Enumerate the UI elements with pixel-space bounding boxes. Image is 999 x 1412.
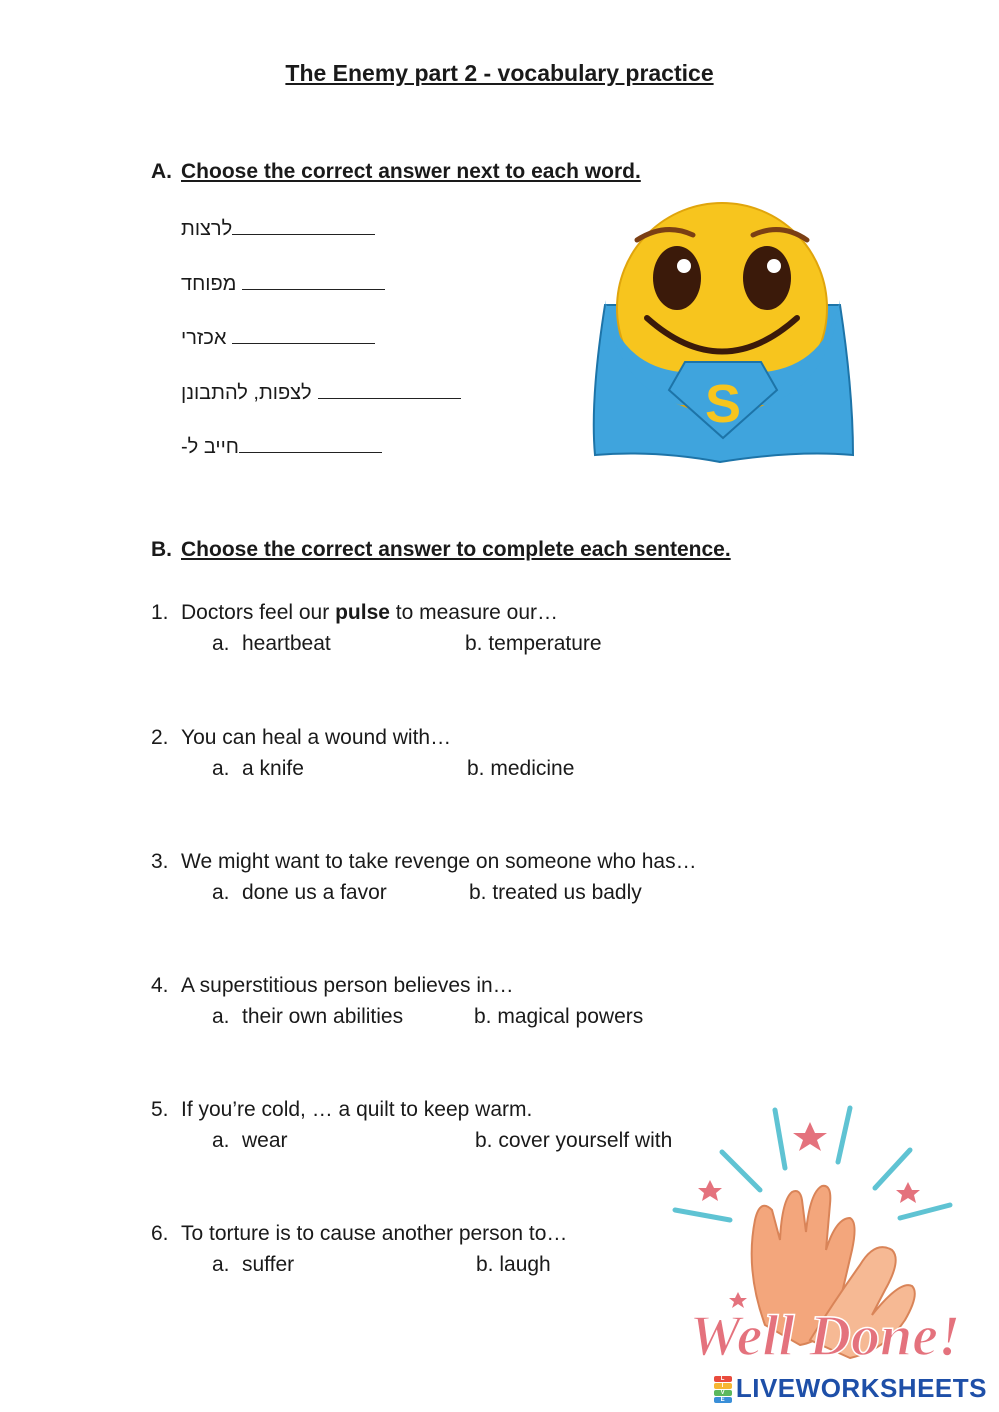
vocab-word: חייב ל- xyxy=(181,436,239,458)
option-label: a. xyxy=(212,1129,230,1152)
option-label: a. xyxy=(212,881,230,904)
vocab-word: לרצות xyxy=(181,218,233,240)
liveworksheets-logo-icon: L I V E xyxy=(714,1376,732,1402)
question-text: You can heal a wound with… xyxy=(181,726,452,749)
option-text: heartbeat xyxy=(242,632,331,655)
option-text: wear xyxy=(242,1129,288,1152)
clapping-hands-image xyxy=(660,1100,990,1370)
question-1 xyxy=(151,601,558,625)
question-4 xyxy=(151,974,514,998)
question-number: 6. xyxy=(151,1222,169,1245)
option-text: done us a favor xyxy=(242,881,387,904)
option-b[interactable]: b. medicine xyxy=(467,757,575,780)
answer-blank[interactable] xyxy=(232,325,375,344)
vocab-word: אכזרי xyxy=(181,327,227,349)
superhero-emoji-image xyxy=(585,200,860,468)
question-number: 1. xyxy=(151,601,169,624)
vocab-item xyxy=(181,380,461,405)
question-5 xyxy=(151,1098,532,1122)
liveworksheets-text: LIVEWORKSHEETS xyxy=(735,1373,987,1403)
question-text: To torture is to cause another person to… xyxy=(181,1222,568,1245)
option-label: a. xyxy=(212,757,230,780)
option-text: suffer xyxy=(242,1253,295,1276)
option-a[interactable] xyxy=(212,881,387,905)
option-text: a knife xyxy=(242,757,304,780)
vocab-item xyxy=(181,434,382,459)
vocab-word: לצפות, להתבונן xyxy=(181,382,312,404)
option-text: their own abilities xyxy=(242,1005,404,1028)
answer-blank[interactable] xyxy=(318,380,461,399)
answer-blank[interactable] xyxy=(232,216,375,235)
vocab-item xyxy=(181,271,385,296)
question-6 xyxy=(151,1222,567,1246)
section-b-heading xyxy=(151,538,731,562)
section-a-letter: A. xyxy=(151,160,172,183)
option-b[interactable]: b. temperature xyxy=(465,632,602,655)
question-number: 2. xyxy=(151,726,169,749)
question-text: Doctors feel our xyxy=(181,601,336,624)
well-done-text: Well Done! xyxy=(689,1303,961,1368)
question-3 xyxy=(151,850,697,874)
option-label: a. xyxy=(212,1005,230,1028)
section-a-instruction: Choose the correct answer next to each word. xyxy=(181,160,641,183)
question-text: A superstitious person believes in… xyxy=(181,974,514,997)
vocab-word: מפוחד xyxy=(181,273,237,295)
section-a-heading xyxy=(151,160,641,184)
answer-blank[interactable] xyxy=(239,434,382,453)
option-a[interactable] xyxy=(212,757,304,781)
option-b[interactable]: b. cover yourself with xyxy=(475,1129,673,1152)
emoji-emblem-letter: S xyxy=(704,374,742,434)
vocab-item xyxy=(181,216,375,241)
question-number: 4. xyxy=(151,974,169,997)
vocab-item xyxy=(181,325,375,350)
answer-blank[interactable] xyxy=(242,271,385,290)
option-b[interactable]: b. treated us badly xyxy=(469,881,642,904)
worksheet-title: The Enemy part 2 - vocabulary practice xyxy=(285,60,714,86)
liveworksheets-watermark xyxy=(714,1373,987,1404)
question-2 xyxy=(151,726,451,750)
question-text-end: to measure our… xyxy=(389,601,559,624)
option-label: a. xyxy=(212,1253,230,1276)
question-text: If you’re cold, … a quilt to keep warm. xyxy=(181,1098,533,1121)
option-a[interactable] xyxy=(212,1005,403,1029)
option-a[interactable] xyxy=(212,1253,294,1277)
option-b[interactable]: b. magical powers xyxy=(474,1005,644,1028)
option-a[interactable] xyxy=(212,632,331,656)
section-b-letter: B. xyxy=(151,538,172,561)
option-a[interactable] xyxy=(212,1129,288,1153)
question-number: 3. xyxy=(151,850,169,873)
question-keyword: pulse xyxy=(335,601,390,624)
option-b[interactable]: b. laugh xyxy=(476,1253,551,1276)
question-number: 5. xyxy=(151,1098,169,1121)
section-b-instruction: Choose the correct answer to complete each sentence. xyxy=(181,538,731,561)
option-label: a. xyxy=(212,632,230,655)
question-text: We might want to take revenge on someone who has… xyxy=(181,850,697,873)
